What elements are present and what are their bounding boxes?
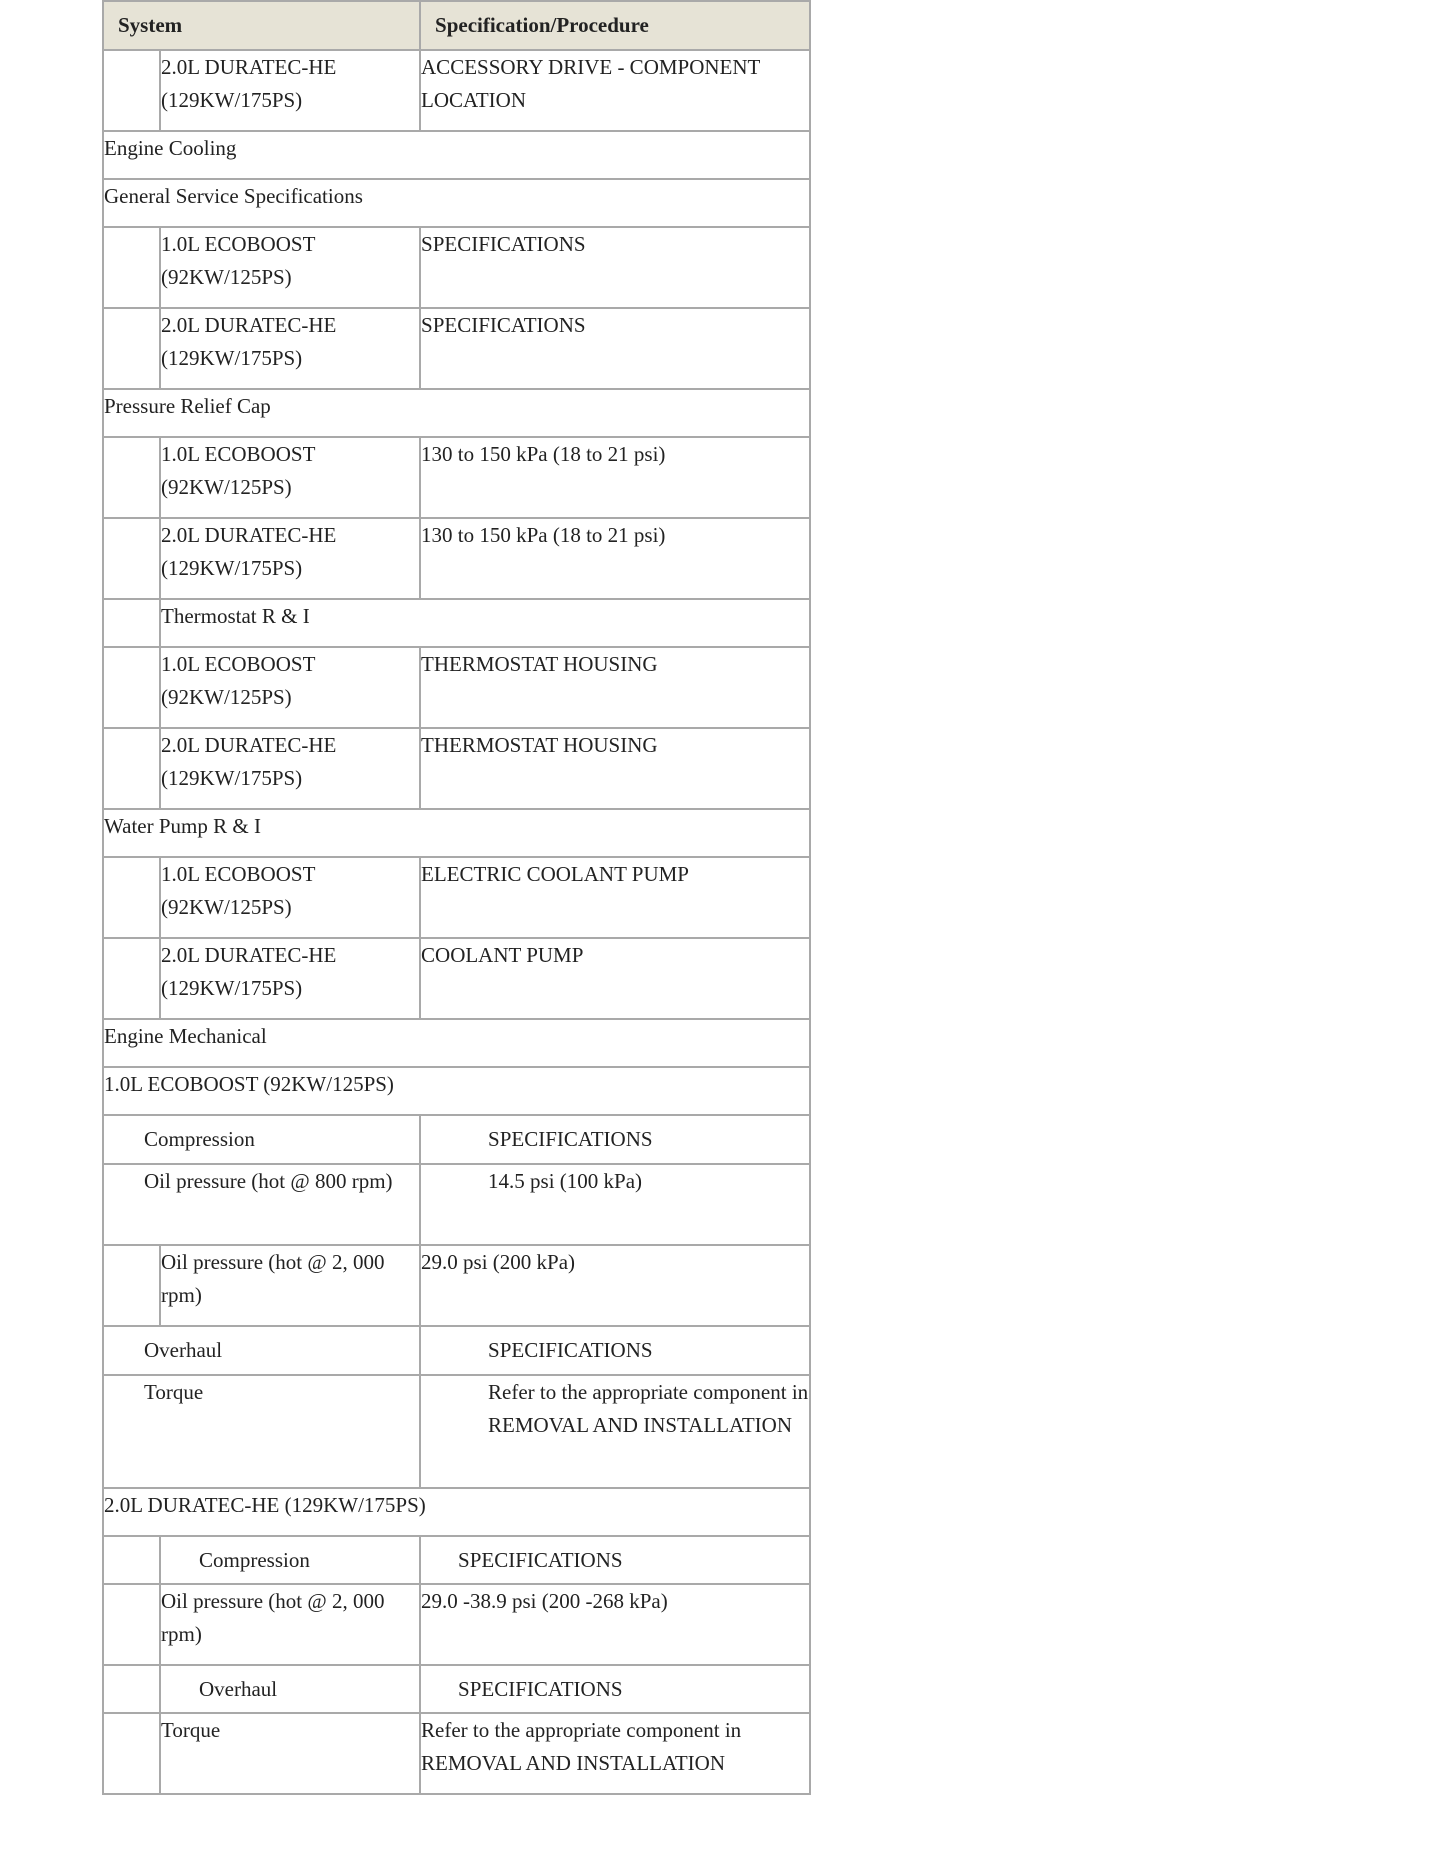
table-row [103, 1326, 810, 1375]
subsection-heading: Pressure Relief Cap [103, 389, 810, 437]
subsection-heading: Thermostat R & I [160, 599, 810, 647]
system-cell: Compression [160, 1536, 420, 1584]
table-header-row [103, 1, 810, 50]
system-cell: Oil pressure (hot @ 2, 000 rpm) [160, 1245, 420, 1326]
indent-cell [103, 1536, 160, 1584]
table-row [103, 1713, 810, 1794]
table-row [103, 518, 810, 599]
system-cell: 2.0L DURATEC-HE (129KW/175PS) [160, 938, 420, 1019]
indent-cell [103, 1245, 160, 1326]
spec-cell: Refer to the appropriate component in REMOVAL AND INSTALLATION [420, 1713, 810, 1794]
table-row [103, 857, 810, 938]
spec-cell: THERMOSTAT HOUSING [420, 728, 810, 809]
indent-cell [103, 728, 160, 809]
spec-cell: SPECIFICATIONS [420, 308, 810, 389]
indent-cell [103, 437, 160, 518]
table-row [103, 1115, 810, 1164]
system-cell: 2.0L DURATEC-HE (129KW/175PS) [160, 50, 420, 131]
table-row [103, 1665, 810, 1713]
system-cell: 2.0L DURATEC-HE (129KW/175PS) [160, 728, 420, 809]
section-heading: Engine Cooling [103, 131, 810, 179]
spec-cell: 29.0 psi (200 kPa) [420, 1245, 810, 1326]
table-row [103, 728, 810, 809]
system-cell: 1.0L ECOBOOST (92KW/125PS) [160, 437, 420, 518]
table-row [103, 227, 810, 308]
subsection-heading: 2.0L DURATEC-HE (129KW/175PS) [103, 1488, 810, 1536]
spec-cell: ACCESSORY DRIVE - COMPONENT LOCATION [420, 50, 810, 131]
system-cell: Overhaul [103, 1326, 420, 1375]
system-cell: Oil pressure (hot @ 800 rpm) [103, 1164, 420, 1245]
system-cell: Torque [160, 1713, 420, 1794]
indent-cell [103, 857, 160, 938]
section-heading: Engine Mechanical [103, 1019, 810, 1067]
spec-cell: SPECIFICATIONS [420, 1326, 810, 1375]
subsection-heading: 1.0L ECOBOOST (92KW/125PS) [103, 1067, 810, 1115]
spec-cell: 14.5 psi (100 kPa) [420, 1164, 810, 1245]
indent-cell [103, 647, 160, 728]
header-spec: Specification/Procedure [420, 1, 810, 50]
indent-cell [103, 599, 160, 647]
table-row [103, 647, 810, 728]
table-row [103, 50, 810, 131]
table-row [103, 809, 810, 857]
indent-cell [103, 308, 160, 389]
system-cell: Compression [103, 1115, 420, 1164]
spec-cell: COOLANT PUMP [420, 938, 810, 1019]
header-system: System [103, 1, 420, 50]
table-row [103, 1584, 810, 1665]
indent-cell [103, 518, 160, 599]
indent-cell [103, 1665, 160, 1713]
table-row [103, 1488, 810, 1536]
spec-cell: 130 to 150 kPa (18 to 21 psi) [420, 518, 810, 599]
table-row [103, 131, 810, 179]
system-cell: Torque [103, 1375, 420, 1488]
system-cell: Oil pressure (hot @ 2, 000 rpm) [160, 1584, 420, 1665]
table-row [103, 1245, 810, 1326]
indent-cell [103, 1713, 160, 1794]
system-cell: 1.0L ECOBOOST (92KW/125PS) [160, 857, 420, 938]
spec-cell: ELECTRIC COOLANT PUMP [420, 857, 810, 938]
spec-cell: Refer to the appropriate component in REMOVAL AND INSTALLATION [420, 1375, 810, 1488]
table-row [103, 1019, 810, 1067]
spec-cell: THERMOSTAT HOUSING [420, 647, 810, 728]
system-cell: 1.0L ECOBOOST (92KW/125PS) [160, 647, 420, 728]
spec-cell: SPECIFICATIONS [420, 227, 810, 308]
spec-cell: SPECIFICATIONS [420, 1665, 810, 1713]
spec-cell: SPECIFICATIONS [420, 1115, 810, 1164]
table-row [103, 1536, 810, 1584]
indent-cell [103, 938, 160, 1019]
spec-table [102, 0, 811, 1795]
table-body [103, 50, 810, 1794]
system-cell: 2.0L DURATEC-HE (129KW/175PS) [160, 308, 420, 389]
table-row [103, 1375, 810, 1488]
table-row [103, 1067, 810, 1115]
indent-cell [103, 227, 160, 308]
subsection-heading: General Service Specifications [103, 179, 810, 227]
table-row [103, 437, 810, 518]
system-cell: 2.0L DURATEC-HE (129KW/175PS) [160, 518, 420, 599]
table-row [103, 179, 810, 227]
table-row [103, 308, 810, 389]
table-row [103, 389, 810, 437]
spec-cell: 130 to 150 kPa (18 to 21 psi) [420, 437, 810, 518]
spec-cell: SPECIFICATIONS [420, 1536, 810, 1584]
spec-cell: 29.0 -38.9 psi (200 -268 kPa) [420, 1584, 810, 1665]
subsection-heading: Water Pump R & I [103, 809, 810, 857]
indent-cell [103, 1584, 160, 1665]
table-row [103, 938, 810, 1019]
system-cell: 1.0L ECOBOOST (92KW/125PS) [160, 227, 420, 308]
system-cell: Overhaul [160, 1665, 420, 1713]
indent-cell [103, 50, 160, 131]
table-row [103, 599, 810, 647]
table-row [103, 1164, 810, 1245]
